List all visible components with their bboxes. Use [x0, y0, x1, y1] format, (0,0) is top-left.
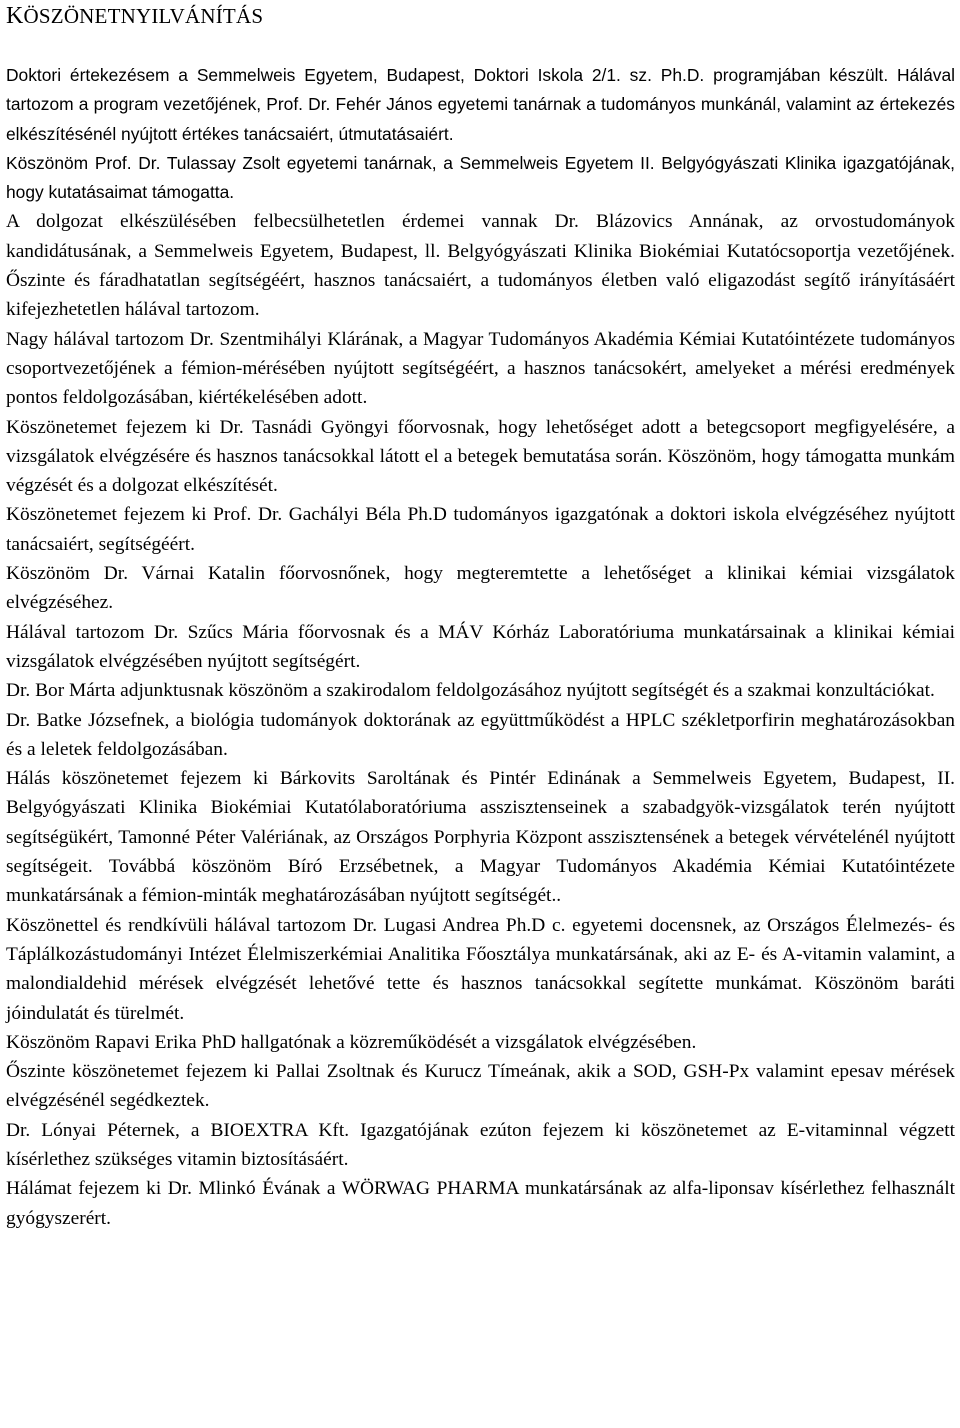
paragraph-blazovics: A dolgozat elkészülésében felbecsülhetetlen érdemei vannak Dr. Blázovics Annának, az orvostudományok kandidátusának, a Semmelweis Egyetem, Budapest, ll. Belgyógyászati Klinika Biokémiai Kutatócsoportja vezetőjének. Őszinte és fáradhatatlan segítségéért, hasznos tanácsaiért, a tudományos életben való eligazodást segítő irányításáért kifejezhetetlen hálával tartozom. [6, 211, 955, 321]
paragraph-doctoral-program: Doktori értekezésem a Semmelweis Egyetem, Budapest, Doktori Iskola 2/1. sz. Ph.D. programjában készült. Hálával tartozom a program vezetőjének, Prof. Dr. Fehér János egyetemi tanárnak a tudományos munkánál, valamint az értekezés elkészítésénél nyújtott értékes tanácsaiért, útmutatásaiért. [6, 65, 955, 144]
page-title [6, 0, 955, 30]
paragraph-szentmihalyi: Nagy hálával tartozom Dr. Szentmihályi Klárának, a Magyar Tudományos Akadémia Kémiai Kutatóintézete tudományos csoportvezetőjének a fémion-mérésében nyújtott segítségéért, a hasznos tanácsokért, amelyeket a mérési eredmények pontos feldolgozásában, kiértékelésében adott. [6, 328, 955, 409]
paragraph-tulassay: Köszönöm Prof. Dr. Tulassay Zsolt egyetemi tanárnak, a Semmelweis Egyetem II. Belgyógyászati Klinika igazgatójának, hogy kutatásaimat támogatta. [6, 152, 955, 203]
paragraph-bor: Dr. Bor Márta adjunktusnak köszönöm a szakirodalom feldolgozásához nyújtott segítségét és a szakmai konzultációkat. [6, 680, 935, 702]
title-rest: ÖSZÖNETNYILVÁNÍTÁS [23, 4, 264, 28]
paragraph-lonyai: Dr. Lónyai Péternek, a BIOEXTRA Kft. Igazgatójának ezúton fejezem ki köszönetemet az E-vitaminnal végzett kísérlethez szükséges vitamin biztosításáért. [6, 1119, 955, 1170]
paragraph-barkovits: Hálás köszönetemet fejezem ki Bárkovits Saroltának és Pintér Edinának a Semmelweis Egyetem, Budapest, II. Belgyógyászati Klinika Biokémiai Kutatólaboratóriuma asszisztenseinek a szabadgyök-vizsgálatok terén nyújtott segítségükért, Tamonné Péter Valériának, az Országos Porphyria Központ asszisztensének a betegek vérvételénél nyújtott segítségeit. Továbbá köszönöm Bíró Erzsébetnek, a Magyar Tudományos Akadémia Kémiai Kutatóintézete munkatársának a fémion-minták meghatározásában nyújtott segítségét.. [6, 768, 955, 907]
title-initial: K [6, 3, 24, 29]
paragraph-tasnadi: Köszönetemet fejezem ki Dr. Tasnádi Gyöngyi főorvosnak, hogy lehetőséget adott a betegcsoport megfigyelésére, a vizsgálatok elvégzésére és hasznos tanácsokkal látott el a betegek bemutatása során. Köszönöm, hogy támogatta munkám végzését és a dolgozat elkészítését. [6, 416, 955, 497]
paragraph-mlinko: Hálámat fejezem ki Dr. Mlinkó Évának a WÖRWAG PHARMA munkatársának az alfa-liponsav kísérlethez felhasznált gyógyszerért. [6, 1178, 955, 1229]
acknowledgement-text [6, 61, 955, 1233]
paragraph-gachalyi: Köszönetemet fejezem ki Prof. Dr. Gachályi Béla Ph.D tudományos igazgatónak a doktori iskola elvégzéséhez nyújtott tanácsaiért, segítségéért. [6, 504, 955, 555]
paragraph-batke: Dr. Batke Józsefnek, a biológia tudományok doktorának az együttműködést a HPLC székletporfirin meghatározásokban és a leletek feldolgozásában. [6, 709, 955, 760]
paragraph-pallai: Őszinte köszönetemet fejezem ki Pallai Zsoltnak és Kurucz Tímeának, akik a SOD, GSH-Px valamint epesav mérések elvégzésénél segédkeztek. [6, 1061, 955, 1112]
document-page [6, 0, 955, 1233]
paragraph-lugasi: Köszönettel és rendkívüli hálával tartozom Dr. Lugasi Andrea Ph.D c. egyetemi docensnek, az Országos Élelmezés- és Táplálkozástudományi Intézet Élelmiszerkémiai Analitika Főosztálya munkatársának, aki az E- és A-vitamin valamint, a malondialdehid mérések elvégzését lehetővé tette és hasznos tanácsokkal segítette munkámat. Köszönöm baráti jóindulatát és türelmét. [6, 914, 955, 1024]
paragraph-varnai: Köszönöm Dr. Várnai Katalin főorvosnőnek, hogy megteremtette a lehetőséget a klinikai kémiai vizsgálatok elvégzéséhez. [6, 563, 955, 614]
paragraph-rapavi: Köszönöm Rapavi Erika PhD hallgatónak a közreműködését a vizsgálatok elvégzésében. [6, 1031, 697, 1053]
paragraph-szucs: Hálával tartozom Dr. Szűcs Mária főorvosnak és a MÁV Kórház Laboratóriuma munkatársainak a klinikai kémiai vizsgálatok elvégzésében nyújtott segítségért. [6, 621, 955, 672]
